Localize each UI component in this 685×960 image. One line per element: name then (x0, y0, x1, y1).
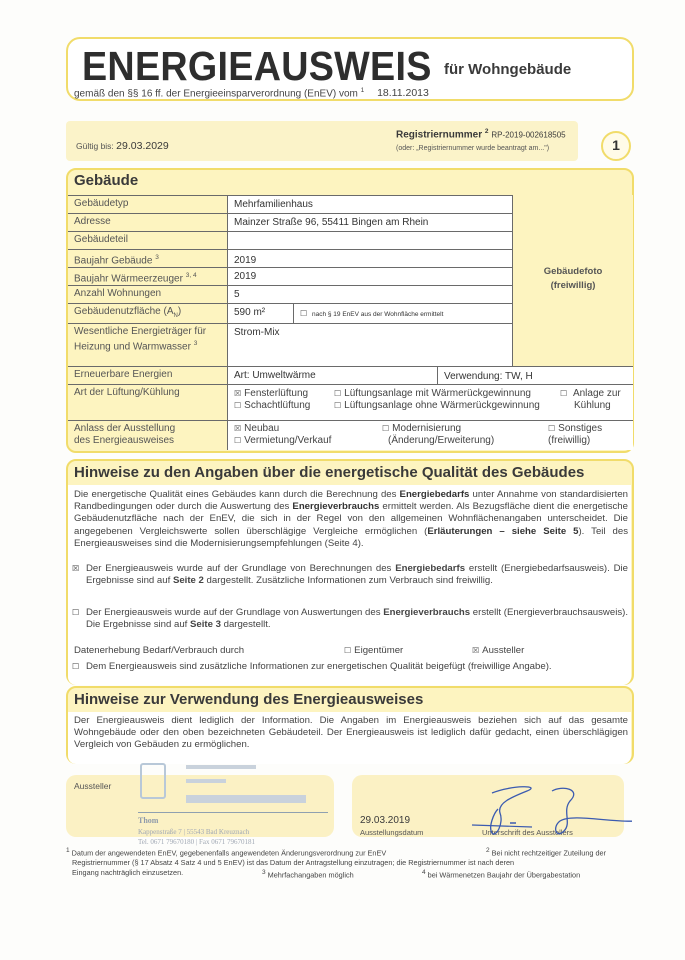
law-reference: gemäß den §§ 16 ff. der Energieeinsparverordnung (EnEV) vom $^1$ 18.11.2013 (74, 87, 429, 100)
checkbox-icon: ☐ (344, 646, 352, 655)
issuer-stamp-name: Thom (138, 816, 159, 825)
section-title: Gebäude (74, 172, 139, 189)
issue-date: 29.03.2019 (360, 815, 411, 826)
checkbox-checked-icon: ☒ (472, 646, 480, 655)
checkbox-icon[interactable]: ☐ (72, 608, 80, 617)
valid-until-date: 29.03.2029 (116, 140, 169, 152)
option-sonstiges[interactable]: ☐ Sonstiges (freiwillig) (548, 423, 603, 446)
table-row: Wesentliche Energieträger für Heizung und Warmwasser $^3$ Strom-Mix (68, 323, 512, 366)
option-issuer[interactable]: ☒ Aussteller (472, 645, 525, 656)
issuer-box (66, 775, 334, 846)
checkbox-icon: ☐ (334, 389, 342, 398)
registration-note: (oder: „Registriernummer wurde beantragt am...") (396, 145, 550, 152)
option-schachtlueftung[interactable]: ☐ Schachtlüftung (234, 400, 311, 411)
quality-notes-section (66, 459, 634, 685)
issuer-stamp-address: Kappenstraße 7 | 55543 Bad Kreuznach (138, 828, 250, 836)
section-title: Hinweise zu den Angaben über die energetische Qualität des Gebäudes (74, 464, 585, 481)
checkbox-checked-icon[interactable]: ☒ (72, 564, 80, 573)
usage-notes-section (66, 686, 634, 764)
table-row: Adresse Mainzer Straße 96, 55411 Bingen am Rhein (68, 213, 512, 231)
table-row: Baujahr Gebäude $^3$ 2019 (68, 249, 512, 267)
checkbox-icon: ☐ (382, 424, 390, 433)
checkbox-icon[interactable]: ☐ (300, 309, 308, 318)
table-row: Gebäudeteil (68, 231, 512, 249)
checkbox-icon: ☐ (560, 389, 568, 398)
document-title: ENERGIEAUSWEIS (82, 43, 432, 89)
intro-paragraph: Die energetische Qualität eines Gebäudes kann durch die Berechnung des Energiebedarfs unter Annahme von standardisierten Randbedingungen oder durch die Auswertung des Energieverbrauchs ermittelt werden. Als Bezugsfläche dient die energetische Gebäudenutzfläche nach der EnEV, die sich in der Regel von den allgemeinen Wohnflächenangaben unterscheidet. Die angegebenen Vergleichswerte sollen überschlägige Vergleiche ermöglichen (Erläuterungen – siehe Seite 5). Teil des Energieausweises sind die Modernisierungsempfehlungen (Seite 4). (74, 489, 628, 549)
option-consumption-certificate[interactable]: ☐ Der Energieausweis wurde auf der Grundlage von Auswertungen des Energieverbrauchs erstellt (Energieverbrauchsausweis). Die Ergebnisse sind auf Seite 3 dargestellt. (72, 607, 628, 631)
signature-box (352, 775, 624, 837)
signature-label: Unterschrift des Ausstellers (482, 828, 573, 837)
building-photo-placeholder: Gebäudefoto (freiwillig) (512, 195, 633, 366)
page-number-badge: 1 (601, 131, 631, 161)
table-row: Erneuerbare Energien Art: Umweltwärme Verwendung: TW, H (68, 366, 633, 384)
table-row: Gebäudenutzfläche $(A_N)$ 590 m² ☐ nach § 19 EnEV aus der Wohnfläche ermittelt (68, 303, 512, 323)
data-collection-row: Datenerhebung Bedarf/Verbrauch durch ☐ Eigentümer ☒ Aussteller (74, 645, 525, 656)
occasion-row: Anlass der Ausstellung des Energieausweises ☒ Neubau ☐ Vermietung/Verkauf ☐ Modernisierung (Änderung/Erweiterung) ☐ Sonstiges (freiwillig) (68, 420, 633, 450)
validity-band (66, 121, 578, 161)
option-additional-info[interactable]: ☐ Dem Energieausweis sind zusätzliche Informationen zur energetischen Qualität beigefügt (freiwillige Angabe). (72, 661, 552, 672)
checkbox-icon: ☐ (334, 401, 342, 410)
area-option[interactable]: ☐ nach § 19 EnEV aus der Wohnfläche ermittelt (293, 304, 512, 323)
checkbox-icon: ☐ (234, 401, 242, 410)
usage-paragraph: Der Energieausweis dient lediglich der Information. Die Angaben im Energieausweis beziehen sich auf das gesamte Wohngebäude oder den oben bezeichneten Gebäudeteil. Der Energieausweis ist lediglich dafür gedacht, einen überschlägigen Vergleich von Gebäuden zu ermöglichen. (74, 715, 628, 751)
registration-number: Registriernummer $^2$ RP-2019-002618505 (396, 128, 566, 141)
valid-until: Gültig bis: 29.03.2029 (76, 140, 169, 152)
option-vermietung[interactable]: ☐ Vermietung/Verkauf (234, 435, 332, 446)
issue-date-label: Ausstellungsdatum (360, 828, 424, 837)
company-logo-icon (140, 763, 166, 799)
option-kuehlung[interactable]: ☐ Anlage zur Kühlung (560, 388, 621, 411)
option-neubau[interactable]: ☒ Neubau (234, 423, 280, 434)
option-lueftung-mit-wrg[interactable]: ☐ Lüftungsanlage mit Wärmerückgewinnung (334, 388, 531, 399)
issuer-stamp-contact: Tel. 0671 79670180 | Fax 0671 79670181 (138, 838, 255, 846)
issuer-label: Aussteller (74, 781, 112, 791)
option-modernisierung[interactable]: ☐ Modernisierung (Änderung/Erweiterung) (382, 423, 495, 446)
section-title: Hinweise zur Verwendung des Energieausweises (74, 691, 424, 708)
table-row: Baujahr Wärmeerzeuger $^{3, 4}$ 2019 (68, 267, 512, 285)
checkbox-checked-icon: ☒ (234, 389, 242, 398)
option-demand-certificate[interactable]: ☒ Der Energieausweis wurde auf der Grundlage von Berechnungen des Energiebedarfs erstellt (Energiebedarfsausweis). Die Ergebnisse sind auf Seite 2 dargestellt. Zusätzliche Informationen zum Verbrauch sind freiwillig. (72, 563, 628, 587)
checkbox-icon: ☐ (548, 424, 556, 433)
document-subtitle: für Wohngebäude (444, 61, 572, 78)
option-fensterlueftung[interactable]: ☒ Fensterlüftung (234, 388, 309, 399)
checkbox-checked-icon: ☒ (234, 424, 242, 433)
building-section (66, 168, 634, 453)
law-date: 18.11.2013 (377, 87, 429, 100)
footnotes: 1 Datum der angewendeten EnEV, gegebenenfalls angewendeten Änderungsverordnung zur EnEV 2 Bei nicht rechtzeitiger Zuteilung der Registriernummer (§ 17 Absatz 4 Satz 4 und 5 EnEV) ist das Datum der Antragstellung einzutragen; die Registriernummer ist nach deren Eingang nachträglich einzusetzen. 3 Mehrfachangaben möglich 4 bei Wärmenetzen Baujahr der Übergabestation (66, 847, 607, 880)
signature-icon (452, 783, 632, 843)
ventilation-row: Art der Lüftung/Kühlung ☒ Fensterlüftung ☐ Schachtlüftung ☐ Lüftungsanlage mit Wärmerückgewinnung ☐ Lüftungsanlage ohne Wärmerückgewinnung ☐ Anlage zur Kühlung (68, 384, 633, 420)
title-box (66, 37, 634, 101)
option-owner[interactable]: ☐ Eigentümer (344, 645, 404, 656)
option-lueftung-ohne-wrg[interactable]: ☐ Lüftungsanlage ohne Wärmerückgewinnung (334, 400, 540, 411)
table-row: Gebäudetyp Mehrfamilienhaus (68, 195, 512, 213)
checkbox-icon[interactable]: ☐ (72, 662, 80, 671)
table-row: Anzahl Wohnungen 5 (68, 285, 512, 303)
checkbox-icon: ☐ (234, 436, 242, 445)
